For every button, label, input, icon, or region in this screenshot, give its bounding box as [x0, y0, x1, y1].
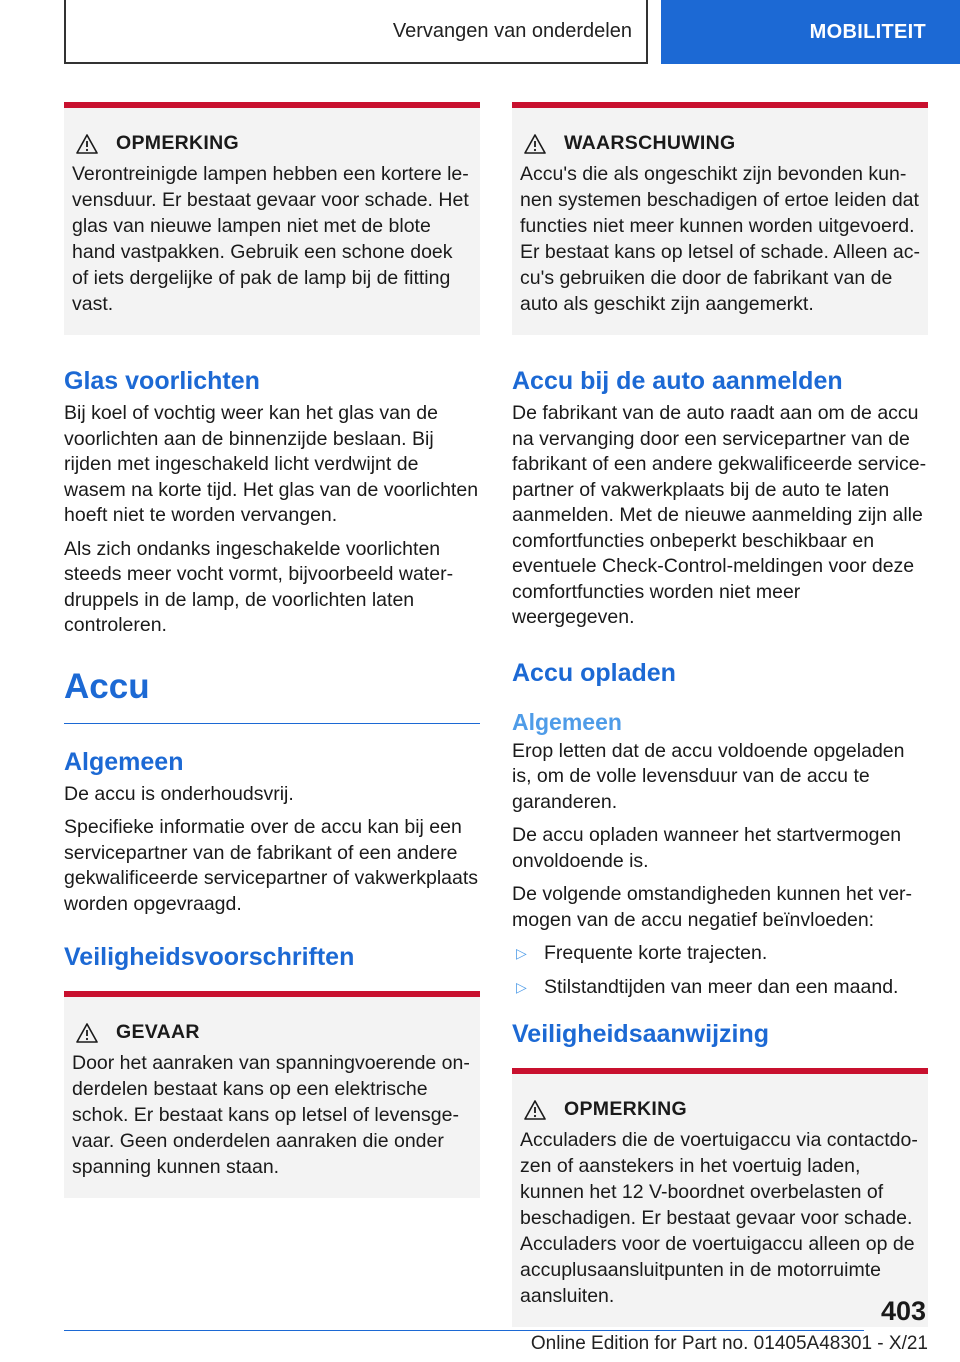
notice-label: OPMERKING — [116, 132, 239, 154]
paragraph: De accu opladen wanneer het startvermogen onvoldoende is. — [512, 824, 902, 872]
paragraph: De fabrikant van de auto raadt aan om de accu na vervanging door een servicepartner van de fabrikant of een andere gekwalificeerde servicepartner of vakwerkplaats bij de auto te laten aanmelden. Met de nieuwe aanmelding zijn alle comfortfuncties onbeperkt beschikbaar en eventuele Check-Control-meldingen voor deze comfortfuncties worden niet meer weergegeven. — [512, 402, 927, 628]
list-item: ▷ Frequente korte trajecten. — [512, 941, 928, 967]
chapter-title-accu: Accu — [64, 665, 480, 724]
warning-triangle-icon — [524, 1100, 546, 1120]
section-title-veiligheidsvoorschriften: Veiligheidsvoorschriften — [64, 943, 355, 971]
paragraph: Bij koel of vochtig weer kan het glas van de voorlichten aan de binnenzijde beslaan. Bij rijden met ingeschakeld licht verdwijnt de wasem na korte tijd. Het glas van de voorlichten hoeft niet te worden vervangen. — [64, 402, 479, 526]
notice-label: GEVAAR — [116, 1021, 200, 1043]
notice-gevaar — [64, 991, 480, 1198]
page-number: 403 — [880, 1296, 926, 1326]
section-title-veiligheidsaanwijzing: Veiligheidsaanwijzing — [512, 1020, 770, 1048]
section-title-accu-aanmelden: Accu bij de auto aanmelden — [512, 367, 843, 395]
notice-text: Verontreinigde lampen hebben een kortere levensduur. Er bestaat gevaar voor schade. Het glas van nieuwe lampen niet met de blote hand vastpakken. Gebruik een schone doek of iets dergelijke of pak de lamp bij de fitting vast. — [72, 163, 469, 315]
subsection-title-algemeen: Algemeen — [512, 708, 622, 735]
right-column — [512, 102, 928, 1357]
notice-opmerking-lampen — [64, 102, 480, 335]
section-title-accu-opladen: Accu opladen — [512, 658, 676, 687]
bullet-list — [512, 941, 928, 1000]
paragraph: Als zich ondanks ingeschakelde voorlichten steeds meer vocht vormt, bijvoorbeeld waterdruppels in de lamp, de voorlichten laten controleren. — [64, 537, 454, 636]
section-title-glas-voorlichten: Glas voorlichten — [64, 367, 260, 395]
paragraph: Specifieke informatie over de accu kan bij een servicepartner van de fabrikant of een andere gekwalificeerde servicepartner of vakwerkplaats worden opgevraagd. — [64, 816, 479, 915]
triangle-bullet-icon: ▷ — [516, 945, 527, 961]
header-chapter-label: MOBILITEIT — [809, 20, 926, 43]
paragraph: De accu is onderhoudsvrij. — [64, 782, 294, 805]
left-column — [64, 102, 480, 1228]
paragraph: Erop letten dat de accu voldoende opgeladen is, om de volle levensduur van de accu te garanderen. — [512, 739, 905, 813]
warning-triangle-icon — [76, 134, 98, 154]
notice-waarschuwing — [512, 102, 928, 335]
triangle-bullet-icon: ▷ — [516, 978, 527, 995]
header-section-title-box — [64, 0, 648, 64]
footer-divider — [64, 1330, 864, 1331]
paragraph: De volgende omstandigheden kunnen het vermogen van de accu negatief beïnvloeden: — [512, 883, 913, 931]
header-section-title: Vervangen van onderdelen — [392, 19, 632, 42]
notice-label: WAARSCHUWING — [564, 132, 736, 154]
notice-text: Acculaders die de voertuigaccu via contactdozen of aanstekers in het voertuig laden, kunnen het 12 V-boordnet overbelasten of beschadigen. Er bestaat gevaar voor schade. Acculaders voor de voertuigaccu alleen op de accuplusaansluitpunten in de motorruimte aansluiten. — [520, 1129, 918, 1307]
notice-opmerking-acculaders — [512, 1068, 928, 1327]
header-chapter-tab — [661, 0, 960, 64]
warning-triangle-icon — [524, 134, 546, 154]
warning-triangle-icon — [76, 1023, 98, 1043]
notice-text: Door het aanraken van spanningvoerende onderdelen bestaat kans op een elektrische schok. Er bestaat kans op letsel of levensgevaar. Geen onderdelen aanraken die onder spanning kunnen staan. — [72, 1052, 470, 1178]
footer-edition-text: Online Edition for Part no. 01405A48301 - X/21 — [530, 1333, 928, 1354]
section-title-algemeen: Algemeen — [64, 747, 184, 776]
list-item: ▷ Stilstandtijden van meer dan een maand. — [512, 975, 928, 1001]
notice-label: OPMERKING — [564, 1098, 687, 1120]
notice-text: Accu's die als ongeschikt zijn bevonden kunnen systemen beschadigen of ertoe leiden dat functies niet meer kunnen worden uitgevoerd. Er bestaat kans op letsel of schade. Alleen accu's gebruiken die door de fabrikant van de auto als geschikt zijn aangemerkt. — [520, 163, 920, 315]
